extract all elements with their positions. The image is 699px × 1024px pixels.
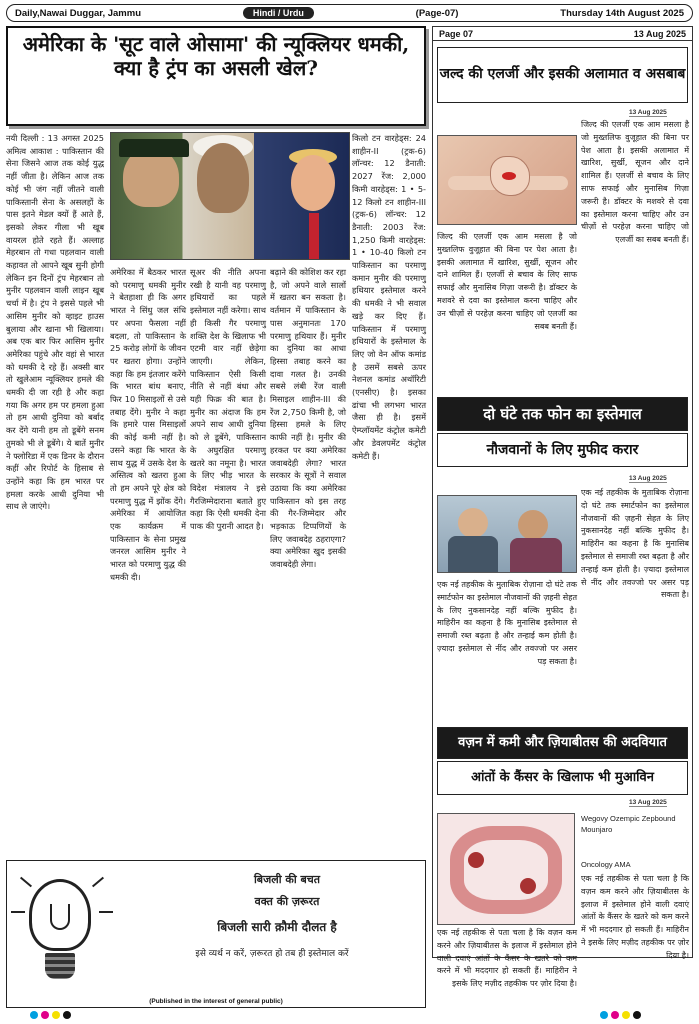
- story1-title: जल्द की एलर्जी और इसकी अलामात व असबाब: [437, 47, 688, 103]
- cyan-mark: [30, 1011, 38, 1019]
- story2-title-1: दो घंटे तक फोन का इस्तेमाल: [437, 397, 688, 431]
- lead-column-2: अमेरिका में बैठकर भारत को परमाणु धमकी मुनीर ने बेतहाशा ही कि अगर भारत ने सिंधु जल संधि पर अपना फैसला नहीं बदला, तो पाकिस्तान के 25 करोड़ लोगों के जीवन पर खतरा होगा। उन्होंने कहा कि हम इंतजार करेंगे कि भारत बांध बनाए, फिर 10 मिसाइलों से उसे तबाह देंगे। मुनीर ने कहा कि हमारे पास मिसाइलों की कोई कमी नहीं है। उसने कहा कि भारत के साथ युद्ध में उसके देश के अस्तित्व को खतरा हुआ तो हम अपने पूरे क्षेत्र को परमाणु युद्ध में झोंक देंगे। अमेरिका में आयोजित एक कार्यक्रम में पाकिस्तान के सेना प्रमुख जनरल आसिम मुनीर ने भारत को परमाणु युद्ध की धमकी दी।: [110, 267, 186, 582]
- right-header: [433, 27, 692, 41]
- agency-name: Oncology AMA: [581, 860, 631, 869]
- lead-column-4: बढ़ाने की कोशिश कर रहा है, जो अपने वाले सालों में खतरा बन सकता है। वर्तमान में पाकिस्तान के पास अनुमानतः 170 परमाणु हथियार हैं। मुनीर का दुनिया का आधा हिस्सा तबाह करने का दावा गलत है। उनकी सबसे लंबी रेंज वाली मिसाइल शाहीन-III की रेंज 2,750 किमी है, जो हिस्सा हमले के लिए काफी नहीं है। मुनीर की हरकत पर क्या अमेरिका जवाबदेही लेगा? भारत सरकार के सूत्रों ने सवाल उठाया कि क्या अमेरिका पाकिस्तान को इस तरह की गैर-जिम्मेदार और भड़काऊ टिप्पणियों के लिए जवाबदेह ठहराएगा? क्या अमेरिका खुद इसकी जवाबदेही लेगा।: [270, 267, 346, 570]
- military-cap: [119, 139, 189, 157]
- ad-line-3: बिजली सारी क़ौमी दौलत है: [217, 920, 337, 934]
- right-header-left: Page 07: [439, 28, 474, 39]
- story1-date: 13 Aug 2025: [629, 109, 667, 116]
- lead-column-1: नयी दिल्ली : 13 अगस्त 2025 अमित्व आकाश : पाकिस्तान की सेना जिसने आज तक कोई युद्ध नहीं जीता है। लेकिन आज तक कोई भी जंग नहीं जीतने वाली पाकिस्तानी सेना के असलहों के पास इतने मेडल क्यों हैं आते हैं, इसको लेकर गीला भी खूब वायरल होते रहते हैं। अल्लाह मेहरबान तो गधा पहलवान वाली कहावत तो आपने खूब सुनी होगी लेकिन इन दिनों ट्रंप मेहरबान तो मुनीर पहलवान वाली लाइन खूब चर्चा में है। ट्रंप ने इससे पहले भी आसिम मुनीर को व्हाइट हाउस बुलाया और खाना भी खिलाया। अब एक बार फिर आसिम मुनीर अमेरिका पहुंचे और वहां से भारत को धमकी दे रहे हैं। अक्सी बार तो खुलेआम न्यूक्लियर हमले की धमकी दी जा रही है और कहा गया कि अगर हम पर हमला हुआ तो हम आधी दुनिया को बर्बाद कर देंगे यानी हम तो डूबेंगे सनम तुमको भी ले डूबेंगे। ये बातें मुनीर ने फ्लोरिडा में एक डिनर के दौरान कहीं और रिपोर्ट के हिसाब से उन्होंने कहा कि हम भारत पर हमला करके आधी दुनिया भी साथ ले जाएंगे।: [6, 133, 104, 512]
- magenta-mark: [611, 1011, 619, 1019]
- ray-icon: [92, 877, 104, 888]
- right-column: [432, 26, 693, 989]
- right-header-right: 13 Aug 2025: [633, 28, 686, 39]
- tumor-spot: [520, 878, 536, 894]
- paper-name: Daily,Nawai Duggar, Jammu: [15, 7, 142, 19]
- masthead: [6, 4, 693, 22]
- red-tie: [309, 213, 319, 259]
- ad-line-1: बिजली की बचत: [253, 873, 321, 886]
- story3-text: एक नई तहकीक से पता चला है कि वज़न कम करने और ज़ियाबीतस के इलाज में इस्तेमाल होने वाली दवाएं आंतों के कैंसर के खतरे को कम करने में भी मददगार हो सकती हैं। माहिरीन ने इसके लिए मज़ीद तहकीक पर ज़ोर दिया है।: [581, 874, 689, 960]
- lead-column-5: किलो टन वारहेड्स: 24 शाहीन-II (ट्रक-6) लॉन्चर: 12 डैनाती: 2027 रेंज: 2,000 किमी वारहेड्स: 1 • 5-12 किलो टन शाहीन-III (ट्रक-6) लॉन्चर: 12 डैनाती: 2003 रेंज: 1,250 किमी वारहेड्स: 1 • 10-40 किलो टन पाकिस्तान का परमाणु कमान मुनीर की परमाणु हथियार इस्तेमाल करने की धमकी ने भी सवाल खड़े कर दिए हैं। पाकिस्तान में परमाणु हथियारों के इस्तेमाल के लिए जो वेन ऑफ कमांड है उसमें सबसे ऊपर नेशनल कमांड अथॉरिटी (एनसीए) है। इसका ढांचा भी लगभग भारत जैसा ही है। इसमें ऐम्प्लॉयमेंट कंट्रोल कमेटी और डेवलपमेंट कंट्रोल कमेटी हैं।: [352, 133, 426, 461]
- ray-icon: [20, 877, 32, 888]
- registration-marks-left: [30, 1011, 71, 1019]
- yellow-mark: [52, 1011, 60, 1019]
- black-mark: [633, 1011, 641, 1019]
- ad-footer: (Published in the interest of general public): [149, 998, 283, 1005]
- black-mark: [63, 1011, 71, 1019]
- child-head: [518, 510, 548, 540]
- ray-icon: [99, 911, 113, 913]
- registration-marks-right: [600, 1011, 641, 1019]
- child-head: [458, 508, 488, 538]
- story1-text-cont: जिल्द की एलर्जी एक आम मसला है जो मुख्तलिफ वुजूहात की बिना पर पेश आता है। इसकी अलामात में खारिश, सुर्खी, सूजन और दाने शामिल हैं। एलर्जी से बचाव के लिए साफ सफाई और मुनासिब गिज़ा जरूरी है। डॉक्टर के मशवरे से दवा का इस्तेमाल करना चाहिए और उन चीज़ों से परहेज़ करना चाहिए जो एलर्जी का सबब बनती हैं।: [437, 232, 577, 331]
- story3-text-cont: एक नई तहकीक से पता चला है कि वज़न कम करने और ज़ियाबीतस के इलाज में इस्तेमाल होने वाली दवाएं आंतों के कैंसर के खतरे को कम करने में भी मददगार हो सकती हैं। माहिरीन ने इसके लिए मज़ीद तहकीक पर ज़ोर दिया है।: [437, 928, 577, 989]
- story3-title-2: आंतों के कैंसर के खिलाफ भी मुआविन: [437, 761, 688, 795]
- bulb-base-icon: [45, 953, 75, 979]
- allergy-photo: [437, 135, 577, 225]
- story3-title-1: वज़न में कमी और ज़ियाबीतस की अदवियात: [437, 727, 688, 759]
- story2-title-2: नौजवानों के लिए मुफीद करार: [437, 433, 688, 467]
- language-badge: Hindi / Urdu: [243, 7, 314, 19]
- lead-column-3: सूअर की नीति अपना रखी है यानी वह परमाणु हथियारों का पहले इस्तेमाल नहीं करेगा। साथ ही किसी गैर परमाणु शक्ति देश के खिलाफ भी एटमी वार नहीं छेड़ेगा जाएगी। लेकिन, पाकिस्तान ऐसी किसी नीति से नहीं बंधा और यही फिक्र की बात है। मुनीर का अंदाज कि हम अपने साथ आधी दुनिया को ले डूबेंगे, पाकिस्तान के अघुरक्षित परमाणु खतरे का नमूना है। भारत के लिए भीड़ भारत के विदेश मंत्रालय ने इसे गैरजिम्मेदाराना बताते हुए कहा कि ऐसी धमकी देना पाक की पुरानी आदत है।: [190, 267, 266, 532]
- lead-photo: [110, 132, 350, 260]
- ray-icon: [11, 911, 25, 913]
- ad-line-4: इसे व्यर्थ न करें, ज़रूरत हो तब ही इस्तेमाल करें: [195, 949, 349, 959]
- ad-line-2: वक्त की ज़रूरत: [254, 895, 320, 908]
- bearded-figure: [197, 143, 249, 213]
- lead-story: [6, 26, 426, 958]
- child-body: [448, 536, 498, 572]
- electricity-ad: [6, 860, 426, 1008]
- phone-kids-photo: [437, 495, 577, 573]
- lead-headline: अमेरिका के 'सूट वाले ओसामा' की न्यूक्लियर धमकी, क्या है ट्रंप का असली खेल?: [6, 26, 426, 126]
- child-body: [510, 538, 562, 572]
- story1-text: जिल्द की एलर्जी एक आम मसला है जो मुख्तलिफ वुजूहात की बिना पर पेश आता है। इसकी अलामात में खारिश, सुर्खी, सूजन और दाने शामिल हैं। एलर्जी से बचाव के लिए साफ सफाई और मुनासिब गिज़ा जरूरी है। डॉक्टर के मशवरे से दवा का इस्तेमाल करना चाहिए और उन चीज़ों से परहेज़ करना चाहिए जो एलर्जी का सबब बनती हैं।: [581, 120, 689, 245]
- yellow-mark: [622, 1011, 630, 1019]
- rash-spot: [502, 172, 516, 180]
- cyan-mark: [600, 1011, 608, 1019]
- president-figure: [291, 155, 335, 211]
- light-bulb-icon: [29, 879, 91, 951]
- story2-text: एक नई तहकीक के मुताबिक रोज़ाना दो घंटे तक स्मार्टफोन का इस्तेमाल नौजवानों की ज़हनी सेहत के लिए नुकसानदेह नहीं बल्कि मुफीद है। माहिरीन का कहना है कि मुनासिब इस्तेमाल से समाजी रब्त बढ़ता है और तन्हाई कम होती है। ज़्यादा इस्तेमाल से नींद और तवज्जो पर असर पड़ सकता है।: [581, 488, 689, 600]
- colon-illustration: [437, 813, 575, 925]
- story2-date: 13 Aug 2025: [629, 475, 667, 482]
- drug-names: Wegovy Ozempic Zepbound Mounjaro: [581, 814, 676, 835]
- magenta-mark: [41, 1011, 49, 1019]
- page-number: (Page-07): [415, 7, 459, 19]
- story2-text-cont: एक नई तहकीक के मुताबिक रोज़ाना दो घंटे तक स्मार्टफोन का इस्तेमाल नौजवानों की ज़हनी सेहत के लिए नुकसानदेह नहीं बल्कि मुफीद है। माहिरीन का कहना है कि मुनासिब इस्तेमाल से समाजी रब्त बढ़ता है और तन्हाई कम होती है। ज़्यादा इस्तेमाल से नींद और तवज्जो पर असर पड़ सकता है।: [437, 580, 577, 666]
- story3-date: 13 Aug 2025: [629, 799, 667, 806]
- colon-shape: [450, 826, 562, 914]
- edition-date: Thursday 14th August 2025: [560, 7, 684, 19]
- filament-icon: [50, 904, 70, 930]
- tumor-spot: [468, 852, 484, 868]
